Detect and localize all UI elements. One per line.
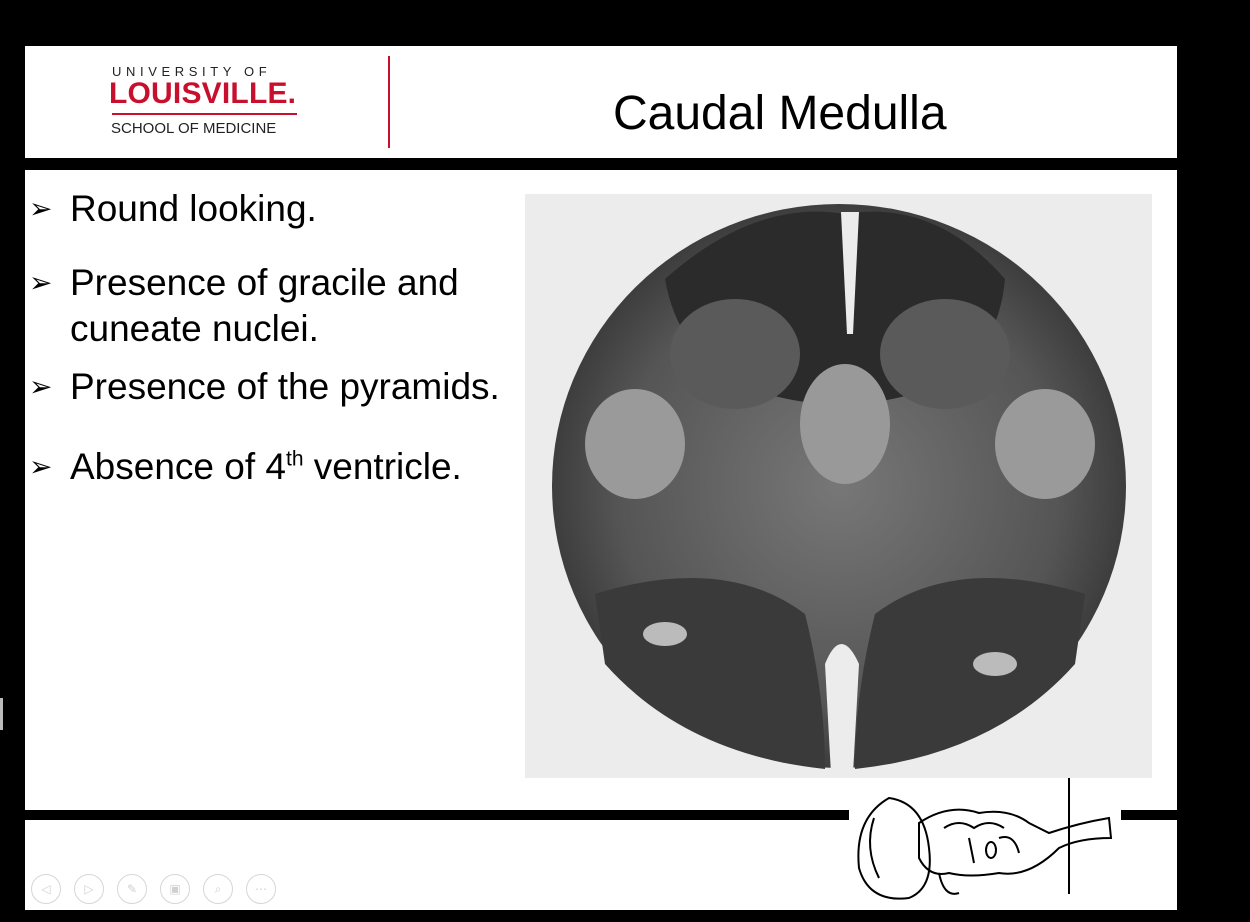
logo-main-text: LOUISVILLE. <box>109 77 297 110</box>
more-icon[interactable]: ⋯ <box>246 874 276 904</box>
prev-icon[interactable]: ◁ <box>31 874 61 904</box>
bullet-arrow-icon: ➢ <box>29 371 53 402</box>
logo-underline <box>112 113 297 115</box>
bullet-text: Round looking. <box>70 188 317 229</box>
header-divider <box>388 56 390 148</box>
bullet-text-pre: Absence of 4 <box>70 446 286 487</box>
bullet-text: cuneate nuclei. <box>70 308 319 349</box>
header-bar <box>25 158 1177 170</box>
bullet-text: Presence of gracile and <box>70 262 459 303</box>
window-edge-handle <box>0 698 3 730</box>
bullet-arrow-icon: ➢ <box>29 267 53 298</box>
bullet-text <box>70 444 462 490</box>
bullet-text-sup: th <box>285 447 304 471</box>
medulla-section-illustration <box>525 194 1152 778</box>
bullet-arrow-icon: ➢ <box>29 193 53 224</box>
brainstem-inset-image <box>849 778 1121 910</box>
slide <box>25 46 1177 910</box>
brainstem-illustration <box>849 778 1121 910</box>
bullet-text: Presence of the pyramids. <box>70 366 500 407</box>
slides-icon[interactable]: ▣ <box>160 874 190 904</box>
medulla-cross-section-image <box>525 194 1152 778</box>
bullet-arrow-icon: ➢ <box>29 451 53 482</box>
university-logo <box>109 64 309 144</box>
slide-title: Caudal Medulla <box>613 87 947 140</box>
zoom-icon[interactable]: ⌕ <box>203 874 233 904</box>
bullet-text-post: ventricle. <box>303 446 462 487</box>
next-icon[interactable]: ▷ <box>74 874 104 904</box>
logo-sub-text: SCHOOL OF MEDICINE <box>111 120 277 137</box>
slide-header <box>25 46 1177 158</box>
pen-icon[interactable]: ✎ <box>117 874 147 904</box>
logo-top-text: UNIVERSITY OF <box>112 64 272 79</box>
